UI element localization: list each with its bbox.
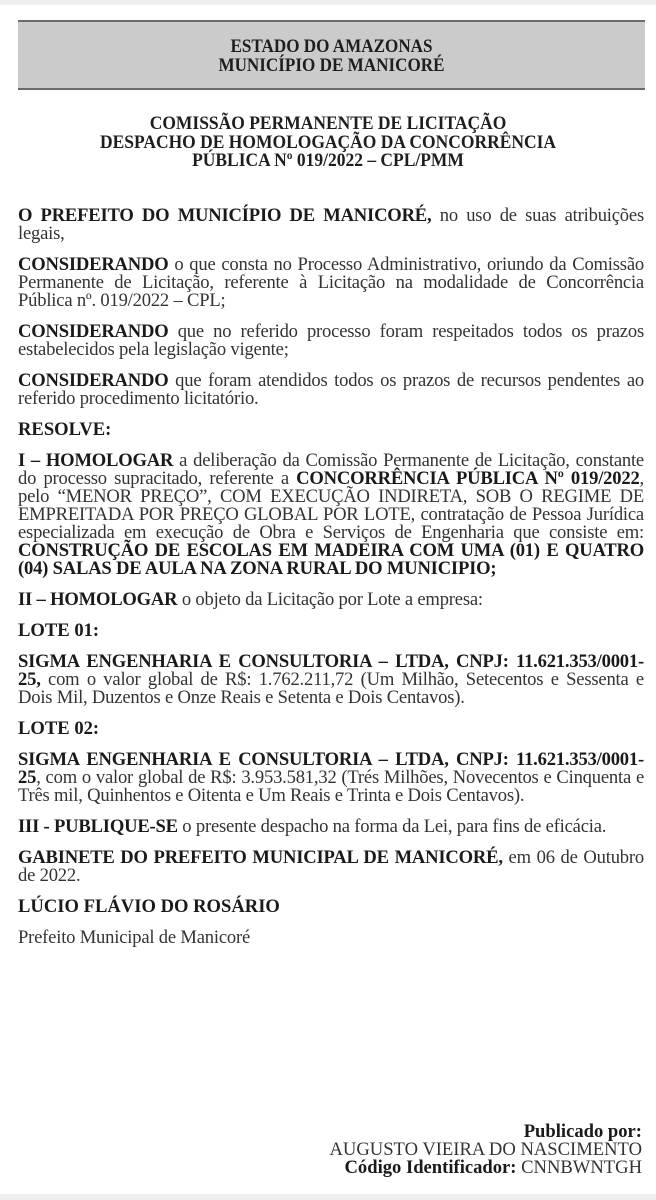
item-3-bold: III - PUBLIQUE-SE (18, 816, 178, 837)
gabinete-paragraph (18, 849, 644, 885)
item-2-text: o objeto da Licitação por Lote a empresa: (177, 589, 483, 610)
lote-paragraph (18, 653, 644, 707)
intro-paragraph (18, 207, 644, 243)
item-2-bold: II – HOMOLOGAR (18, 589, 178, 610)
intro-bold: O PREFEITO DO MUNICÍPIO DE MANICORÉ, (18, 205, 432, 226)
gabinete-bold: GABINETE DO PREFEITO MUNICIPAL DE MANICORÉ, (18, 847, 503, 868)
signer-name: LÚCIO FLÁVIO DO ROSÁRIO (18, 896, 280, 917)
considerando-bold: CONSIDERANDO (18, 370, 169, 391)
lote-paragraph (18, 751, 644, 805)
header-box (18, 20, 645, 90)
item-1-text: a deliberação da Comissão Permanente de Licitação, constante do processo supracitado, referente a (18, 450, 644, 489)
item-1-paragraph (18, 452, 644, 578)
item-2-paragraph (18, 591, 644, 609)
gabinete-text: em 06 de Outubro de 2022. (18, 847, 644, 886)
considerando-paragraph (18, 323, 644, 359)
item-1-object: CONSTRUÇÃO DE ESCOLAS EM MADEIRA COM UMA (01) E QUATRO (04) SALAS DE AULA NA ZONA RURAL DO MUNICIPIO; (18, 540, 644, 579)
lote-label: LOTE 01: (18, 620, 100, 641)
item-3-paragraph (18, 818, 644, 836)
document-body (18, 207, 644, 960)
item-3-text: o presente despacho na forma da Lei, para fins de eficácia. (177, 816, 607, 837)
considerando-text: que foram atendidos todos os prazos de recursos pendentes ao referido procedimento licitatório. (18, 370, 644, 409)
considerando-paragraph (18, 372, 644, 408)
code-value: CNNBWNTGH (516, 1157, 642, 1178)
header-state: ESTADO DO AMAZONAS (230, 36, 433, 57)
considerando-paragraph (18, 256, 644, 310)
bottom-bar (0, 1194, 656, 1200)
title-line-2: DESPACHO DE HOMOLOGAÇÃO DA CONCORRÊNCIA (99, 131, 557, 153)
lote-company: SIGMA ENGENHARIA E CONSULTORIA – LTDA, CNPJ: 11.621.353/0001-25 (18, 749, 644, 788)
published-by-label: Publicado por: (523, 1121, 642, 1142)
considerando-text: o que consta no Processo Administrativo, oriundo da Comissão Permanente de Licitação, referente à Licitação na modalidade de Concorrência Pública nº. 019/2022 – CPL; (18, 254, 644, 311)
item-1-text-2: , pelo “MENOR PREÇO”, COM EXECUÇÃO INDIRETA, SOB O REGIME DE EMPREITADA POR PREÇO GLOBAL POR LOTE, contratação de Pessoa Jurídica especializada em execução de Obra e Serviços de Engenharia que consiste em: (18, 468, 644, 543)
lote-text: , com o valor global de R$: 3.953.581,32 (Trés Milhões, Novecentos e Cinquenta e Três mil, Quinhentos e Oitenta e Um Reais e Trinta e Dois Centavos). (18, 767, 644, 806)
intro-text: no uso de suas atribuições legais, (18, 205, 644, 244)
publisher-name: AUGUSTO VIEIRA DO NASCIMENTO (329, 1139, 642, 1160)
item-1-concorrencia: CONCORRÊNCIA PÚBLICA Nº 019/2022 (296, 468, 640, 489)
considerando-bold: CONSIDERANDO (18, 321, 169, 342)
signer-role: Prefeito Municipal de Manicoré (18, 927, 251, 948)
code-label: Código Identificador: (344, 1157, 517, 1178)
lote-company: SIGMA ENGENHARIA E CONSULTORIA – LTDA, CNPJ: 11.621.353/0001-25, (18, 651, 644, 690)
header-municipality: MUNICÍPIO DE MANICORÉ (218, 55, 445, 76)
considerando-text: que no referido processo foram respeitados todos os prazos estabelecidos pela legislação vigente; (18, 321, 644, 360)
lote-label: LOTE 02: (18, 718, 100, 739)
lote-text: com o valor global de R$: 1.762.211,72 (Um Milhão, Setecentos e Sessenta e Dois Mil, Duzentos e Onze Reais e Setenta e Dois Centavos). (18, 669, 644, 708)
title-line-1: COMISSÃO PERMANENTE DE LICITAÇÃO (149, 113, 507, 134)
item-1-bold: I – HOMOLOGAR (18, 450, 174, 471)
document-title (0, 115, 656, 171)
resolve-heading: RESOLVE: (18, 419, 112, 440)
publication-info (330, 1123, 643, 1177)
title-line-3: PÚBLICA Nº 019/2022 – CPL/PMM (192, 150, 464, 171)
considerando-bold: CONSIDERANDO (18, 254, 169, 275)
top-bar (0, 0, 656, 5)
